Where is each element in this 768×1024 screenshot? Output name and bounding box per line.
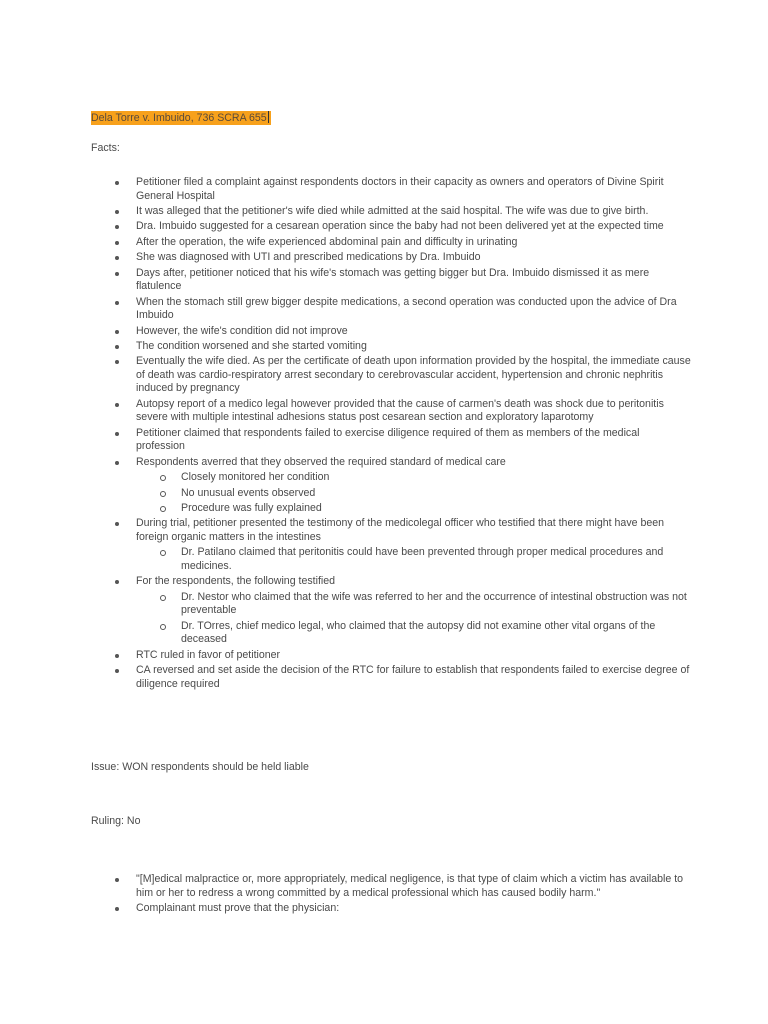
list-item [91,340,691,354]
list-item [91,456,691,516]
list-item [91,902,691,916]
list-item [91,575,691,647]
list-item [91,649,691,663]
list-item-text: However, the wife's condition did not improve [136,324,348,337]
case-title-text: Dela Torre v. Imbuido, 736 SCRA 655 [91,112,267,124]
list-item [91,296,691,323]
facts-list [91,176,691,693]
list-item-text: RTC ruled in favor of petitioner [136,648,281,661]
list-item-text: Petitioner claimed that respondents failed to exercise diligence required of them as members of the medical profession [136,426,640,453]
list-item [91,236,691,250]
list-item-text: Days after, petitioner noticed that his wife's stomach was getting bigger but Dra. Imbuido dismissed it as mere flatulence [136,266,650,293]
sub-list-item: Dr. TOrres, chief medico legal, who claimed that the autopsy did not examine other vital organs of the deceased [136,620,691,647]
ruling-list [91,873,691,917]
list-item [91,398,691,425]
list-item-text: For the respondents, the following testified [136,575,336,588]
sub-list-item: Dr. Patilano claimed that peritonitis could have been prevented through proper medical procedures and medicines. [136,546,691,573]
list-item-text: CA reversed and set aside the decision of the RTC for failure to establish that respondents failed to exercise degree of diligence required [136,664,690,690]
sub-list-item: No unusual events observed [136,487,691,501]
list-item [91,873,691,900]
list-item-text: She was diagnosed with UTI and prescribed medications by Dra. Imbuido [136,251,481,264]
issue-heading: Issue: WON respondents should be held liable [91,761,309,773]
sub-list-item: Dr. Nestor who claimed that the wife was referred to her and the occurrence of intestinal obstruction was not preventable [136,591,691,618]
sub-list-item: Closely monitored her condition [136,471,691,485]
case-title [91,111,271,125]
list-item [91,267,691,294]
list-item-text: After the operation, the wife experienced abdominal pain and difficulty in urinating [136,235,518,248]
text-cursor [268,111,269,123]
list-item [91,664,691,691]
sub-list [136,546,691,573]
list-item [91,517,691,573]
list-item-text: Eventually the wife died. As per the certificate of death upon information provided by the hospital, the immediate cause of death was cardio-respiratory arrest secondary to cerebrovascular accident, hypertension and chronic nephritis induced by pregnancy [136,355,691,395]
list-item [91,325,691,339]
facts-heading: Facts: [91,142,120,154]
list-item-text: When the stomach still grew bigger despite medications, a second operation was conducted upon the advice of Dra Imbuido [136,295,677,322]
list-item-text: During trial, petitioner presented the testimony of the medicolegal officer who testified that there might have been foreign organic matters in the intestines [136,517,665,543]
list-item [91,220,691,234]
list-item [91,355,691,396]
list-item-text: The condition worsened and she started vomiting [136,339,367,352]
sub-list [136,471,691,515]
list-item-text: Petitioner filed a complaint against respondents doctors in their capacity as owners and operators of Divine Spirit General Hospital [136,176,664,202]
list-item-text: Complainant must prove that the physician: [136,901,340,914]
list-item [91,251,691,265]
list-item [91,427,691,454]
list-item-text: Dra. Imbuido suggested for a cesarean operation since the baby had not been delivered yet at the expected time [136,220,664,233]
list-item-text: It was alleged that the petitioner's wife died while admitted at the said hospital. The wife was due to give birth. [136,204,649,217]
list-item [91,205,691,219]
sub-list [136,591,691,647]
sub-list-item: Procedure was fully explained [136,502,691,516]
list-item [91,176,691,203]
ruling-heading: Ruling: No [91,815,141,827]
list-item-text: "[M]edical malpractice or, more appropriately, medical negligence, is that type of claim which a victim has available to him or her to redress a wrong committed by a medical professional which has caused bodily harm." [136,873,684,899]
list-item-text: Autopsy report of a medico legal however provided that the cause of carmen's death was shock due to peritonitis severe with multiple intestinal adhesions status post cesarean section and exploratory laparotomy [136,397,664,424]
list-item-text: Respondents averred that they observed the required standard of medical care [136,455,506,468]
